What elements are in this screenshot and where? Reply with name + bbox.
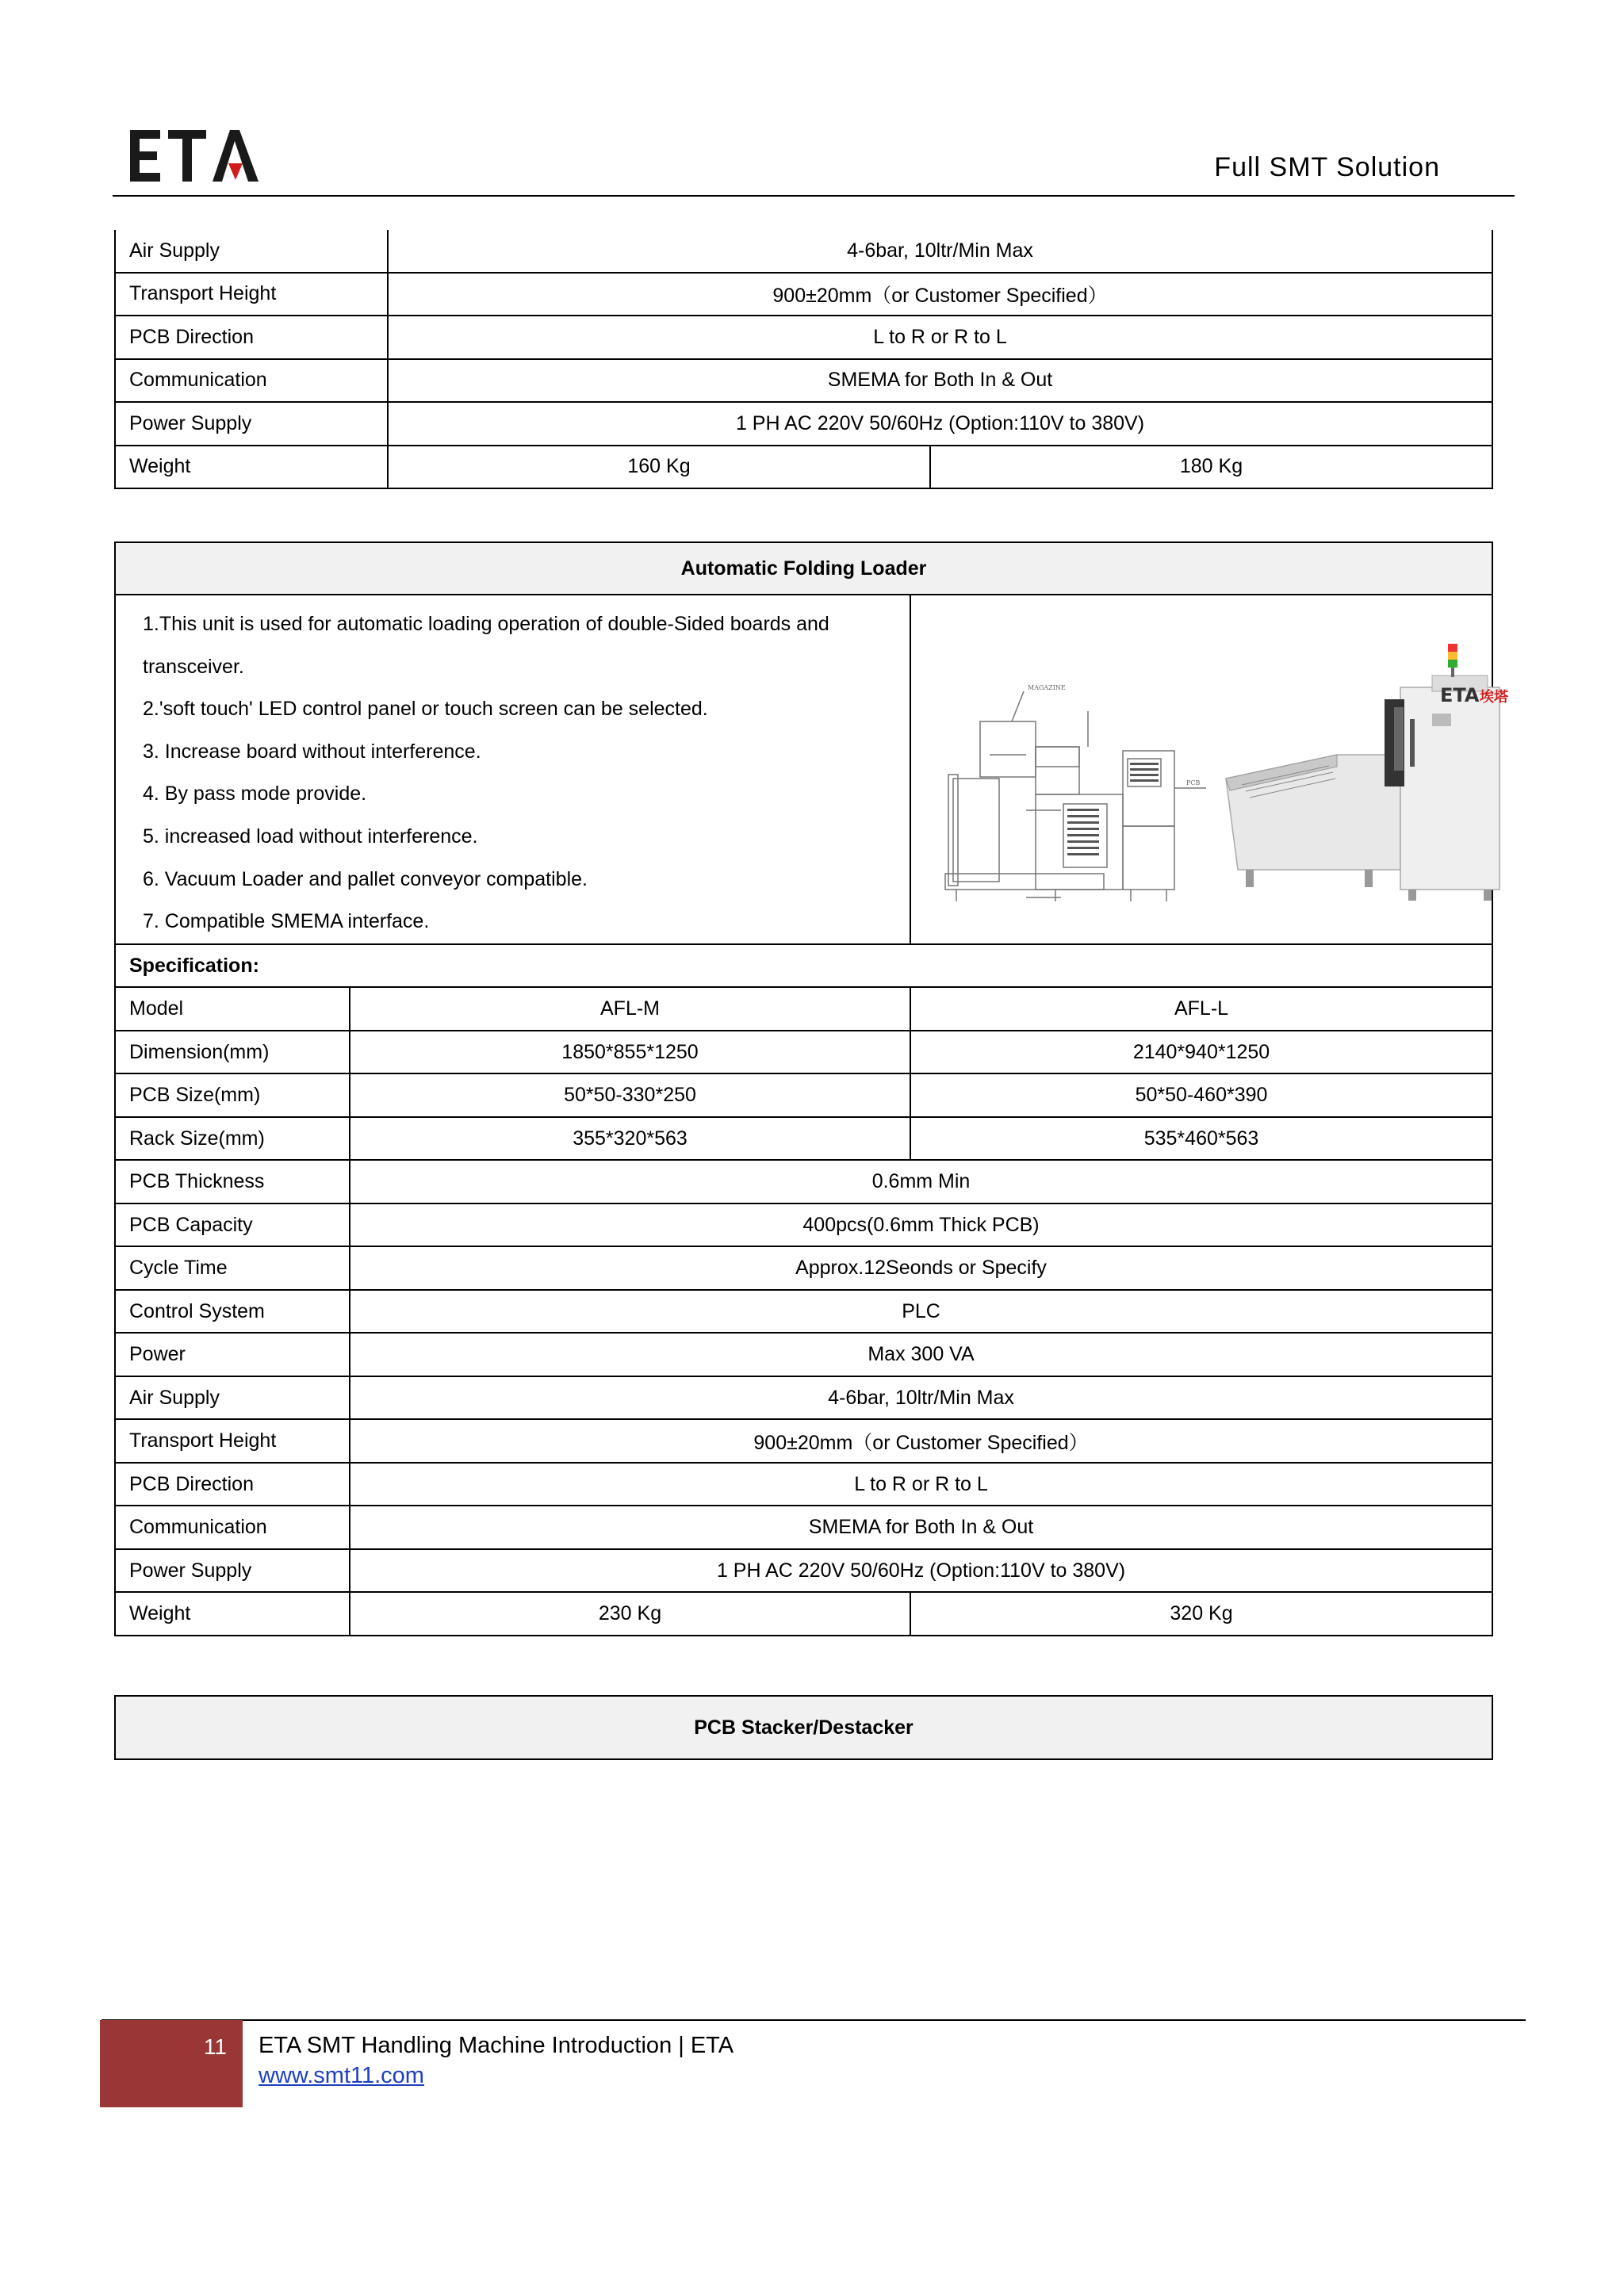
row-value: PLC (350, 1290, 1492, 1334)
table-row (115, 987, 1492, 1031)
row-label: PCB Thickness (115, 1160, 350, 1203)
row-value: Approx.12Seonds or Specify (350, 1246, 1492, 1290)
row-value-a: 160 Kg (388, 446, 930, 489)
machine-brand-cn: 埃塔 (1480, 689, 1508, 706)
folding-loader-image (925, 596, 1508, 936)
footer-title: ETA SMT Handling Machine Introduction | ETA (259, 2033, 734, 2058)
table-row (115, 1463, 1492, 1506)
row-label: Rack Size(mm) (115, 1117, 350, 1161)
product-image-cell (910, 595, 1508, 944)
list-item: 7. Compatible SMEMA interface. (143, 910, 430, 933)
table-row (115, 446, 1492, 489)
eta-logo (127, 127, 262, 184)
row-label: Power (115, 1333, 350, 1376)
table-row (115, 1592, 1492, 1636)
list-item: transceiver. (143, 655, 244, 678)
row-value: 4-6bar, 10ltr/Min Max (388, 230, 1492, 273)
table-row (115, 230, 1492, 273)
row-value: 900±20mm（or Customer Specified） (388, 273, 1492, 316)
row-label: Weight (115, 1592, 350, 1636)
specification-label: Specification: (115, 944, 1492, 988)
row-value-a: 1850*855*1250 (350, 1031, 910, 1074)
list-item: 2.'soft touch' LED control panel or touch screen can be selected. (143, 698, 708, 721)
row-label: Control System (115, 1290, 350, 1334)
row-label: Transport Height (115, 273, 388, 316)
row-label: PCB Direction (115, 316, 388, 359)
list-item: 4. By pass mode provide. (143, 783, 367, 806)
table-row (115, 1333, 1492, 1376)
row-value-b: 2140*940*1250 (910, 1031, 1492, 1074)
row-label: Power Supply (115, 402, 388, 446)
row-label: Power Supply (115, 1549, 350, 1593)
row-value: Max 300 VA (350, 1333, 1492, 1376)
row-value: 900±20mm（or Customer Specified） (350, 1419, 1492, 1463)
logo-text: ETA (127, 127, 128, 128)
row-label: Air Supply (115, 230, 388, 273)
page-number-box (100, 2020, 243, 2107)
machine-photo (1226, 644, 1509, 901)
row-label: Communication (115, 359, 388, 403)
header-divider (113, 195, 1515, 197)
magazine-label: MAGAZINE (1028, 684, 1066, 692)
footer-divider (102, 2019, 1526, 2021)
table-row (115, 1031, 1492, 1074)
row-value-a: 355*320*563 (350, 1117, 910, 1161)
row-label: PCB Size(mm) (115, 1073, 350, 1117)
folding-loader-table (114, 541, 1508, 1636)
row-value: SMEMA for Both In & Out (350, 1506, 1492, 1549)
row-value-b: 535*460*563 (910, 1117, 1492, 1161)
row-value: 4-6bar, 10ltr/Min Max (350, 1376, 1492, 1420)
machine-brand: ETA (1440, 684, 1480, 707)
list-item: 5. increased load without interference. (143, 825, 478, 848)
row-value-b: 320 Kg (910, 1592, 1492, 1636)
row-label: Model (115, 987, 350, 1031)
row-value: L to R or R to L (388, 316, 1492, 359)
continued-spec-table (114, 230, 1493, 489)
row-value-b: 180 Kg (930, 446, 1492, 489)
row-label: Transport Height (115, 1419, 350, 1463)
table-row (115, 1160, 1492, 1203)
pcb-label: PCB (1186, 779, 1201, 787)
row-value: 0.6mm Min (350, 1160, 1492, 1203)
row-label: Air Supply (115, 1376, 350, 1420)
row-label: Weight (115, 446, 388, 489)
table-row (115, 1117, 1492, 1161)
table-row (115, 1246, 1492, 1290)
section-title: Automatic Folding Loader (115, 542, 1492, 595)
table-row (115, 1549, 1492, 1593)
table-row (115, 1419, 1492, 1463)
feature-list (115, 595, 910, 944)
row-value: SMEMA for Both In & Out (388, 359, 1492, 403)
table-row (115, 316, 1492, 359)
row-value: 1 PH AC 220V 50/60Hz (Option:110V to 380V) (350, 1549, 1492, 1593)
row-value-a: 50*50-330*250 (350, 1073, 910, 1117)
stacker-section-title: PCB Stacker/Destacker (114, 1695, 1493, 1760)
list-item: 1.This unit is used for automatic loading operation of double-Sided boards and (143, 613, 829, 635)
table-row (115, 359, 1492, 403)
table-row (115, 1203, 1492, 1247)
model-b: AFL-L (910, 987, 1492, 1031)
row-value-b: 50*50-460*390 (910, 1073, 1492, 1117)
footer-website-link[interactable]: www.smt11.com (259, 2063, 424, 2088)
row-label: PCB Capacity (115, 1203, 350, 1247)
table-row (115, 1073, 1492, 1117)
tagline: Full SMT Solution (1214, 152, 1440, 182)
table-row (115, 1376, 1492, 1420)
table-row (115, 273, 1492, 316)
model-a: AFL-M (350, 987, 910, 1031)
row-value: 400pcs(0.6mm Thick PCB) (350, 1203, 1492, 1247)
list-item: 3. Increase board without interference. (143, 740, 481, 763)
row-value-a: 230 Kg (350, 1592, 910, 1636)
table-row (115, 402, 1492, 446)
row-label: Cycle Time (115, 1246, 350, 1290)
row-label: PCB Direction (115, 1463, 350, 1506)
table-row (115, 1290, 1492, 1334)
row-value: 1 PH AC 220V 50/60Hz (Option:110V to 380V) (388, 402, 1492, 446)
row-value: L to R or R to L (350, 1463, 1492, 1506)
row-label: Dimension(mm) (115, 1031, 350, 1074)
list-item: 6. Vacuum Loader and pallet conveyor compatible. (143, 867, 588, 890)
row-label: Communication (115, 1506, 350, 1549)
table-row (115, 1506, 1492, 1549)
page-number: 11 (203, 2034, 227, 2059)
